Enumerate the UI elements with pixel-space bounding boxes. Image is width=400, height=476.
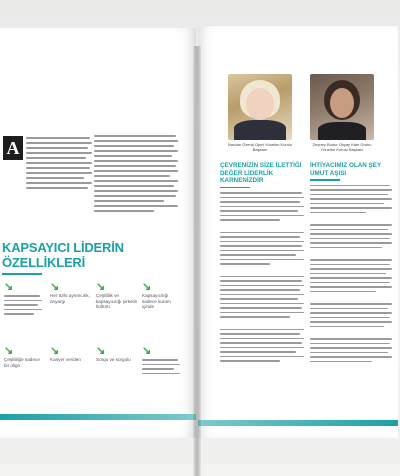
column-1-heading: ÇEVRENİZİN SİZE İLETTİĞİ DEĞER LİDERLİK KARNENİZDİR [220,162,302,184]
left-page [0,28,196,438]
feature-item [96,282,138,310]
photo-caption-1: Nurdan Özerdi Opet Yönetim Kurulu Başkanı [227,142,293,152]
arrow-icon: ↘ [4,345,14,357]
feature-text: Kariyer veriden [50,357,81,362]
page-footer-strip [198,420,398,426]
spine-fold [193,46,201,476]
arrow-icon: ↘ [142,281,152,293]
arrow-icon: ↘ [96,281,106,293]
arrow-icon: ↘ [4,281,14,293]
section-heading [2,240,124,275]
feature-item [4,346,46,368]
drop-cap: A [3,136,23,160]
feature-item [4,282,46,318]
portrait-photo-2 [310,74,374,140]
feature-item [50,282,92,304]
portrait-photo-1 [228,74,292,140]
column-2-heading: İHTİYACIMIZ OLAN ŞEY UMUT AŞISI [310,162,382,177]
heading-line-2: ÖZELLİKLERİ [2,255,86,270]
feature-item [96,346,138,363]
arrow-icon: ↘ [96,345,106,357]
arrow-icon: ↘ [142,345,152,357]
feature-item [50,346,92,363]
page-footer-strip [0,414,196,420]
feature-text: Çeşitliliğe sadece bir oligo [4,357,40,368]
arrow-icon: ↘ [50,345,60,357]
magazine-spread [0,28,400,438]
arrow-icon: ↘ [50,281,60,293]
feature-text: Her türlü ayrımcılık, önyargı [50,293,90,304]
feature-text: Sorgu ve sorgulu [96,357,131,362]
feature-text: Çeşitlilik ve kapsayıcılığı şirketin kültürü [96,293,138,310]
article-column-1 [220,162,304,365]
feature-item [142,282,184,310]
heading-line-1: KAPSAYICI LİDERİN [2,240,124,255]
feature-text [4,295,46,315]
intro-column-1 [26,134,94,192]
feature-text: Kapsayıcılığı sadece kurum içinde [142,293,171,310]
right-page [198,26,398,438]
feature-item [142,346,184,377]
article-column-2 [310,162,394,365]
feature-text [142,359,184,374]
photo-caption-2: Zeynep Bodur Okyay Kale Grubu Yönetim Kurulu Başkanı [312,142,372,152]
intro-column-2 [94,132,182,215]
heading-rule [2,273,42,275]
